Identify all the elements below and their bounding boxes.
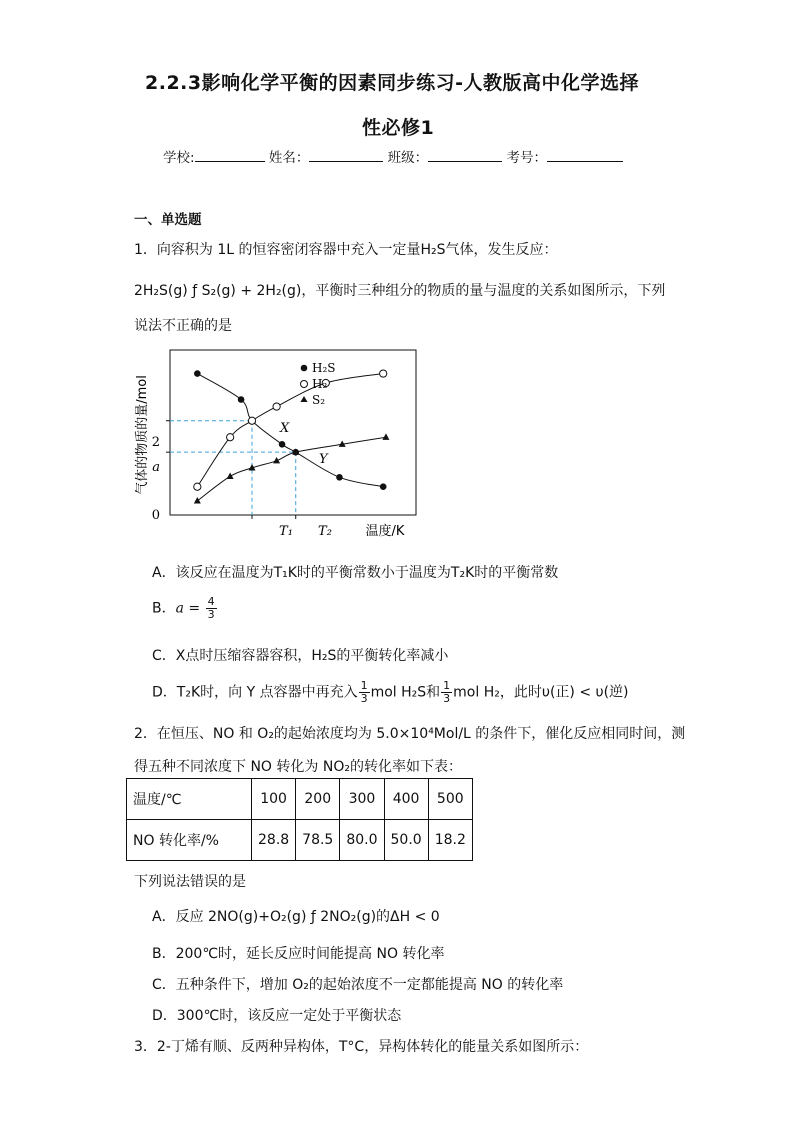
page-title-line1: 2.2.3影响化学平衡的因素同步练习-人教版高中化学选择 <box>145 72 639 94</box>
q2-option-b[interactable]: B．200℃时，延长反应时间能提高 NO 转化率 <box>152 946 445 962</box>
table-cell: 300 <box>340 779 384 820</box>
legend-label-s2: S₂ <box>312 393 326 407</box>
xtick-label-t1: T₁ <box>279 524 293 539</box>
ytick-label-2: 2 <box>151 435 160 450</box>
annotation-y: Y <box>319 452 328 467</box>
y-axis-label: 气体的物质的量/mol <box>135 375 150 495</box>
q1-option-d-p2: mol H₂S和 <box>370 684 441 701</box>
table-cell: 50.0 <box>384 820 428 861</box>
legend-label-h2s: H₂S <box>312 361 336 375</box>
class-label: 班级： <box>387 150 429 166</box>
q2-option-c[interactable]: C．五种条件下，增加 O₂的起始浓度不一定都能提高 NO 的转化率 <box>152 977 564 993</box>
q1-option-d-den-1: 3 <box>360 692 368 705</box>
table-header-conversion: NO 转化率/% <box>127 820 252 861</box>
series-line-0 <box>197 374 383 487</box>
q1-option-d-fraction-1 <box>359 680 370 705</box>
annotation-x: X <box>280 421 290 436</box>
table-header-temp: 温度/℃ <box>127 779 252 820</box>
school-blank[interactable] <box>195 149 265 162</box>
table-cell: 200 <box>296 779 340 820</box>
q1-option-a[interactable]: A．该反应在温度为T₁K时的平衡常数小于温度为T₂K时的平衡常数 <box>152 565 559 581</box>
chart-legend <box>301 361 336 407</box>
legend-marker-s2 <box>301 396 308 402</box>
student-info <box>163 146 623 166</box>
xtick-label-t2: T₂ <box>318 524 332 539</box>
legend-marker-h2 <box>301 381 308 388</box>
table-row <box>127 820 473 861</box>
ytick-label-0: 0 <box>151 508 160 523</box>
point-h2 <box>273 403 280 410</box>
exam-no-label: 考号： <box>506 150 547 166</box>
table-cell: 80.0 <box>340 820 384 861</box>
q1-option-d-p1: D．T₂K时，向 Y 点容器中再充入 <box>152 684 358 701</box>
point-h2 <box>194 483 201 490</box>
q1-line2 <box>134 280 665 300</box>
q1-option-d-den-2: 3 <box>443 692 451 705</box>
q1-line2-rest: ，平衡时三种组分的物质的量与温度的关系如图所示，下列 <box>301 283 666 299</box>
point-h2s <box>380 483 387 490</box>
q1-reaction: 2H₂S(g) ƒ S₂(g) + 2H₂(g) <box>134 283 302 299</box>
q3-line1: 3．2-丁烯有顺、反两种异构体，T°C，异构体转化的能量关系如图所示： <box>134 1039 589 1055</box>
point-s2 <box>194 497 201 503</box>
q1-option-b[interactable] <box>152 596 218 621</box>
name-label: 姓名： <box>268 150 310 166</box>
conversion-table <box>126 778 473 861</box>
point-h2 <box>227 434 234 441</box>
q1-option-d-num-2: 1 <box>443 679 451 692</box>
point-h2s <box>279 441 286 448</box>
q1-option-d-num-1: 1 <box>360 679 368 692</box>
q2-line2: 得五种不同浓度下 NO 转化为 NO₂的转化率如下表： <box>134 759 462 775</box>
ytick-label-a: a <box>152 460 160 475</box>
q2-option-d[interactable]: D．300℃时，该反应一定处于平衡状态 <box>152 1008 402 1024</box>
series-line-1 <box>197 374 383 487</box>
q1-option-b-num: 4 <box>207 595 215 608</box>
series-curves <box>197 374 386 501</box>
legend-label-h2: H₂ <box>312 377 328 391</box>
table-cell: 500 <box>428 779 472 820</box>
q1-line3: 说法不正确的是 <box>134 318 232 334</box>
section-heading: 一、单选题 <box>134 212 202 228</box>
page-title-line2: 性必修1 <box>362 117 435 139</box>
name-blank[interactable] <box>309 149 383 162</box>
point-h2 <box>248 417 255 424</box>
q1-option-d-fraction-2 <box>441 680 452 705</box>
q1-option-b-var: a <box>175 600 184 617</box>
table-cell: 400 <box>384 779 428 820</box>
point-s2 <box>227 473 234 479</box>
x-axis-label: 温度/K <box>365 524 405 539</box>
legend-marker-h2s <box>301 365 308 372</box>
point-s2 <box>382 433 389 439</box>
class-blank[interactable] <box>428 149 502 162</box>
series-line-2 <box>197 437 386 501</box>
q1-option-d-p3: mol H₂，此时υ(正) < υ(逆) <box>453 684 629 701</box>
q1-option-c[interactable]: C．X点时压缩容器容积，H₂S的平衡转化率减小 <box>152 648 449 664</box>
plot-frame <box>170 350 416 515</box>
q1-option-b-fraction <box>206 596 217 621</box>
q1-option-b-prefix: B． <box>152 600 176 617</box>
point-h2s <box>336 474 343 481</box>
q1-option-b-den: 3 <box>207 608 215 621</box>
q2-option-a[interactable]: A．反应 2NO(g)+O₂(g) ƒ 2NO₂(g)的ΔH < 0 <box>152 909 440 925</box>
table-row <box>127 779 473 820</box>
q2-line1: 2．在恒压、NO 和 O₂的起始浓度均为 5.0×10⁴Mol/L 的条件下，催化反应相同时间，测 <box>134 726 686 742</box>
point-h2s <box>194 370 201 377</box>
exam-no-blank[interactable] <box>547 149 623 162</box>
series-points <box>194 370 390 503</box>
q1-option-b-eq: = <box>183 600 205 617</box>
q1-line1: 1．向容积为 1L 的恒容密闭容器中充入一定量H₂S气体，发生反应： <box>134 242 558 258</box>
q1-option-d[interactable] <box>152 680 629 705</box>
table-cell: 78.5 <box>296 820 340 861</box>
table-cell: 28.8 <box>252 820 296 861</box>
point-h2s <box>238 396 245 403</box>
equilibrium-chart <box>130 345 430 545</box>
school-label: 学校: <box>163 150 195 166</box>
table-cell: 100 <box>252 779 296 820</box>
q2-prompt: 下列说法错误的是 <box>134 874 246 890</box>
table-cell: 18.2 <box>428 820 472 861</box>
point-h2 <box>380 370 387 377</box>
